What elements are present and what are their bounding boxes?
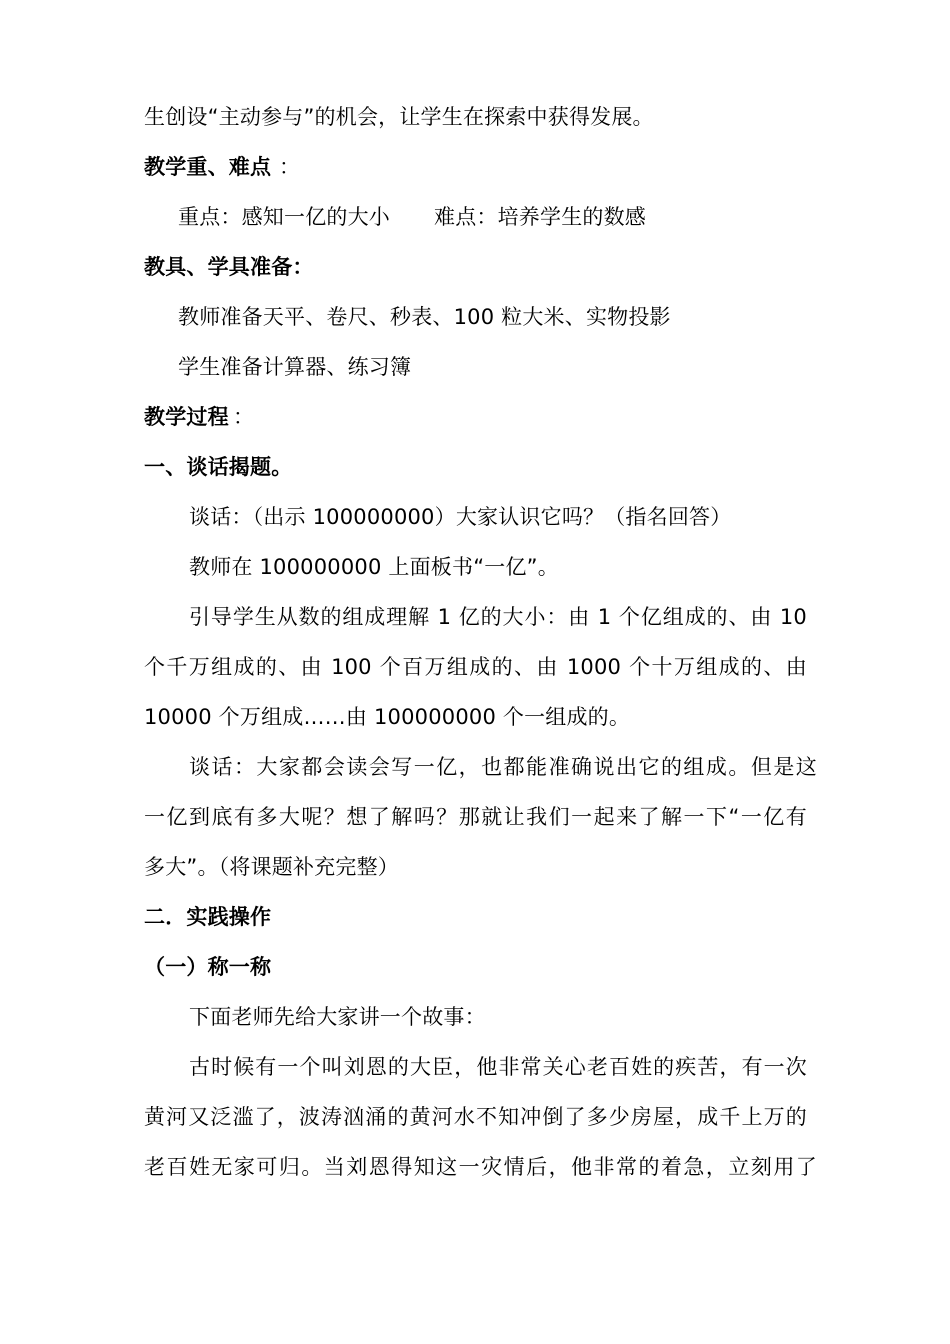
- section-heading-practice: 二．实践操作: [144, 905, 272, 929]
- section-heading-materials: 教具、学具准备：: [144, 255, 314, 279]
- teacher-materials: 教师准备天平、卷尺、秒表、100 粒大米、实物投影: [178, 305, 671, 329]
- text-line: 老百姓无家可归。当刘恩得知这一灾情后，他非常的着急，立刻用了: [144, 1155, 817, 1179]
- text-line: 10000 个万组成……由 100000000 个一组成的。: [144, 705, 631, 729]
- section-heading-intro: 一、谈话揭题。: [144, 455, 293, 479]
- text-line: 谈话：（出示 100000000）大家认识它吗？（指名回答）: [189, 505, 732, 529]
- text-line: 生创设“主动参与”的机会，让学生在探索中获得发展。: [144, 105, 654, 129]
- heading-colon: ：: [279, 155, 301, 179]
- text-line: 下面老师先给大家讲一个故事：: [189, 1005, 486, 1029]
- section-heading-process: 教学过程: [144, 405, 229, 429]
- difficult-point-text: 难点：培养学生的数感: [434, 205, 646, 229]
- text-line: 古时候有一个叫刘恩的大臣，他非常关心老百姓的疾苦，有一次: [189, 1055, 807, 1079]
- section-heading-key-points: 教学重、难点: [144, 155, 272, 179]
- text-line: 多大”。（将课题补充完整）: [144, 855, 399, 879]
- text-line: 引导学生从数的组成理解 1 亿的大小：由 1 个亿组成的、由 10: [189, 605, 807, 629]
- text-line: 黄河又泛滥了，波涛汹涌的黄河水不知冲倒了多少房屋，成千上万的: [144, 1105, 807, 1129]
- text-line: 谈话：大家都会读会写一亿，也都能准确说出它的组成。但是这: [189, 755, 817, 779]
- student-materials: 学生准备计算器、练习簿: [178, 355, 412, 379]
- text-line: 个千万组成的、由 100 个百万组成的、由 1000 个十万组成的、由: [144, 655, 807, 679]
- text-line: 教师在 100000000 上面板书“一亿”。: [189, 555, 559, 579]
- heading-colon: ：: [233, 405, 255, 429]
- text-line: 一亿到底有多大呢？想了解吗？那就让我们一起来了解一下“一亿有: [144, 805, 807, 829]
- subsection-heading-weigh: （一）称一称: [144, 955, 272, 979]
- key-point-text: 重点：感知一亿的大小: [178, 205, 390, 229]
